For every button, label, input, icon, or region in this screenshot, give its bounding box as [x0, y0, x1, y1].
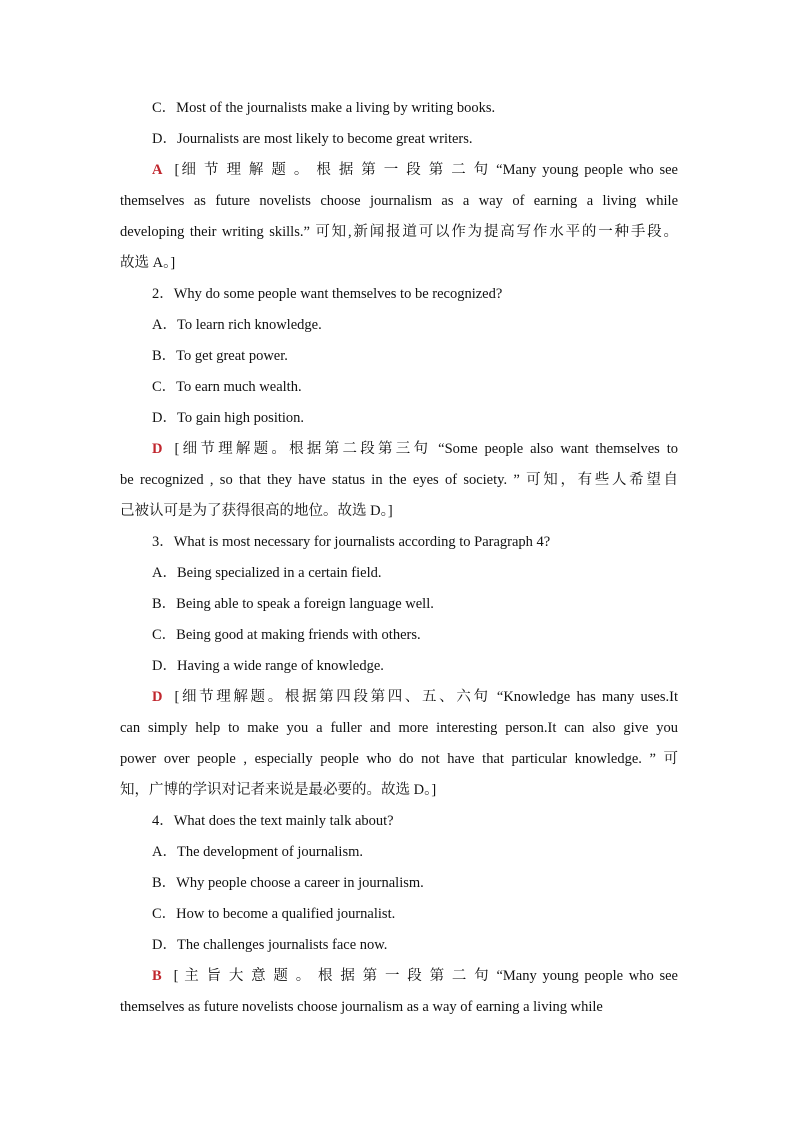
answer-option: B．Why people choose a career in journalism.	[152, 875, 424, 891]
explanation-text: be recognized , so that they have status in the eyes of society. ” 可知，有些人希望自	[120, 472, 678, 488]
explanation-line	[120, 155, 678, 186]
explanation-line	[120, 496, 678, 527]
explanation-text: power over people , especially people who do not have that particular knowledge. ” 可	[120, 751, 678, 767]
explanation-text: 己被认可是为了获得很高的地位。故选 D。]	[120, 503, 393, 519]
answer-option: A．The development of journalism.	[152, 844, 364, 860]
explanation-text: 故选 A。]	[120, 255, 176, 271]
explanation-text: 知，广博的学识对记者来说是最必要的。故选 D。]	[120, 782, 437, 798]
answer-letter: D	[152, 441, 163, 457]
question-stem: 4．What does the text mainly talk about?	[152, 813, 394, 829]
explanation-line	[120, 465, 678, 496]
explanation-line	[120, 992, 678, 1023]
answer-option: D．Having a wide range of knowledge.	[152, 658, 384, 674]
explanation-line	[120, 713, 678, 744]
explanation-line	[120, 434, 678, 465]
answer-option: B．Being able to speak a foreign language well.	[152, 596, 434, 612]
document-page	[120, 93, 678, 1023]
explanation-text: [ 主 旨 大 意 题 。 根 据 第 一 段 第 二 句 “Many young people who see	[173, 968, 678, 984]
answer-letter: B	[152, 968, 162, 984]
explanation-line	[120, 961, 678, 992]
explanation-line	[120, 775, 678, 806]
answer-option: C．How to become a qualified journalist.	[152, 906, 396, 922]
answer-option: A．Being specialized in a certain field.	[152, 565, 382, 581]
explanation-line	[120, 217, 678, 248]
answer-option: A．To learn rich knowledge.	[152, 317, 322, 333]
explanation-text: themselves as future novelists choose journalism as a way of earning a living while	[120, 193, 678, 209]
answer-letter: A	[152, 162, 163, 178]
answer-option: C．To earn much wealth.	[152, 379, 302, 395]
explanation-line	[120, 248, 678, 279]
explanation-line	[120, 186, 678, 217]
explanation-text: [细 节 理 解 题 。 根 据 第 一 段 第 二 句 “Many young people who see	[174, 162, 678, 178]
explanation-text: themselves as future novelists choose journalism as a way of earning a living while	[120, 999, 603, 1015]
explanation-text: can simply help to make you a fuller and more interesting person.It can also give you	[120, 720, 678, 736]
answer-option: C．Being good at making friends with others.	[152, 627, 421, 643]
answer-option: D．To gain high position.	[152, 410, 305, 426]
explanation-line	[120, 682, 678, 713]
question-stem: 3．What is most necessary for journalists according to Paragraph 4?	[152, 534, 551, 550]
answer-option: D．Journalists are most likely to become great writers.	[152, 131, 473, 147]
explanation-text: [细节理解题。根据第二段第三句 “Some people also want themselves to	[174, 441, 678, 457]
answer-letter: D	[152, 689, 163, 705]
question-stem: 2．Why do some people want themselves to be recognized?	[152, 286, 503, 302]
answer-option: B．To get great power.	[152, 348, 288, 364]
explanation-line	[120, 744, 678, 775]
explanation-text: [细节理解题。根据第四段第四、五、六句 “Knowledge has many uses.It	[174, 689, 678, 705]
answer-option: C．Most of the journalists make a living by writing books.	[152, 100, 496, 116]
answer-option: D．The challenges journalists face now.	[152, 937, 388, 953]
explanation-text: developing their writing skills.” 可知,新闻报道可以作为提高写作水平的一种手段。	[120, 224, 678, 240]
